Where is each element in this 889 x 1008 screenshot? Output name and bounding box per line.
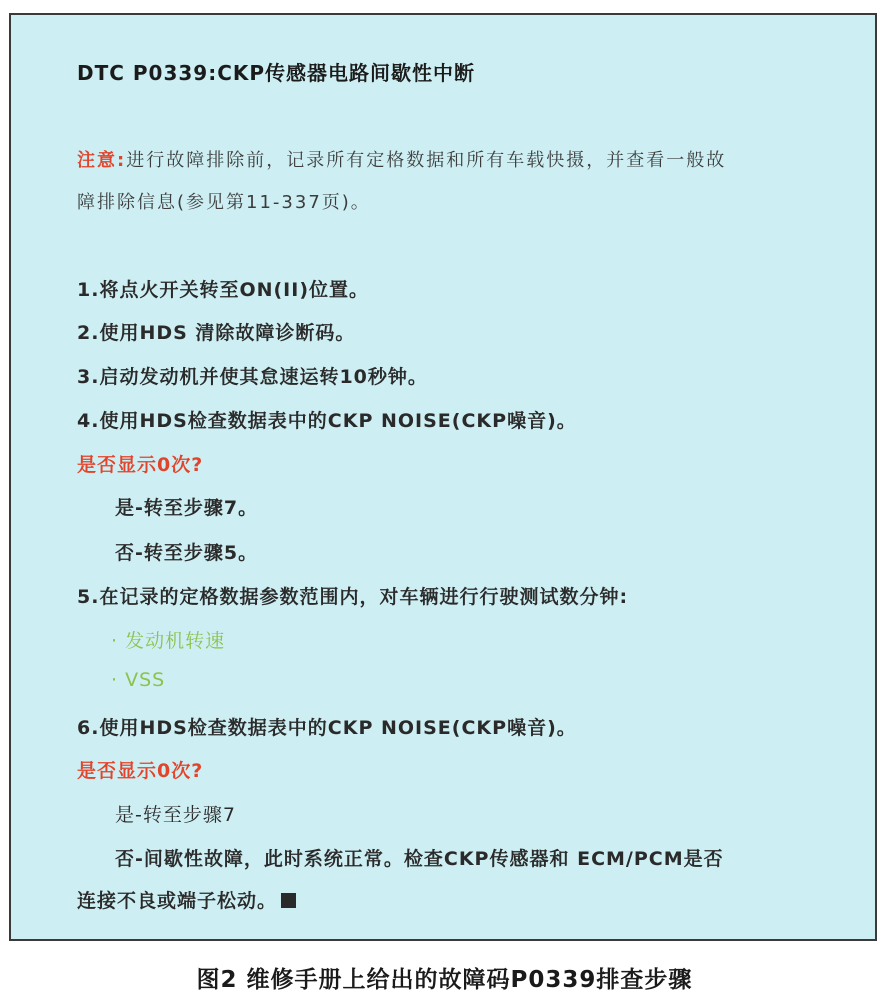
param-vss: · VSS <box>111 669 166 691</box>
question-2: 是否显示0次? <box>77 760 204 782</box>
note-line-2: 障排除信息(参见第11-337页)。 <box>77 192 371 213</box>
step-1: 1.将点火开关转至ON(II)位置。 <box>77 279 369 301</box>
step-5: 5.在记录的定格数据参数范围内，对车辆进行行驶测试数分钟: <box>77 586 629 608</box>
question-2-no-text-2: 连接不良或端子松动。 <box>77 890 278 912</box>
param-engine-speed: · 发动机转速 <box>111 630 226 652</box>
figure-caption: 图2 维修手册上给出的故障码P0339排查步骤 <box>196 967 693 993</box>
step-4: 4.使用HDS检查数据表中的CKP NOISE(CKP噪音)。 <box>77 410 577 432</box>
note-text-1: 进行故障排除前，记录所有定格数据和所有车载快摄，并查看一般故 <box>126 150 727 171</box>
question-2-no-line-2 <box>77 886 296 913</box>
end-mark-icon <box>281 893 296 908</box>
question-1-no: 否-转至步骤5。 <box>115 542 259 564</box>
dtc-title: DTC P0339:CKP传感器电路间歇性中断 <box>77 61 476 85</box>
step-2: 2.使用HDS 清除故障诊断码。 <box>77 322 356 344</box>
step-3: 3.启动发动机并使其怠速运转10秒钟。 <box>77 366 428 388</box>
note-line-1 <box>77 146 726 172</box>
manual-panel <box>9 13 877 941</box>
question-1-yes: 是-转至步骤7。 <box>115 497 259 519</box>
step-6: 6.使用HDS检查数据表中的CKP NOISE(CKP噪音)。 <box>77 717 577 739</box>
question-2-yes: 是-转至步骤7 <box>115 804 236 826</box>
question-1: 是否显示0次? <box>77 454 204 476</box>
note-label: 注意: <box>77 150 127 171</box>
question-2-no-line-1: 否-间歇性故障，此时系统正常。检查CKP传感器和 ECM/PCM是否 <box>115 848 724 870</box>
